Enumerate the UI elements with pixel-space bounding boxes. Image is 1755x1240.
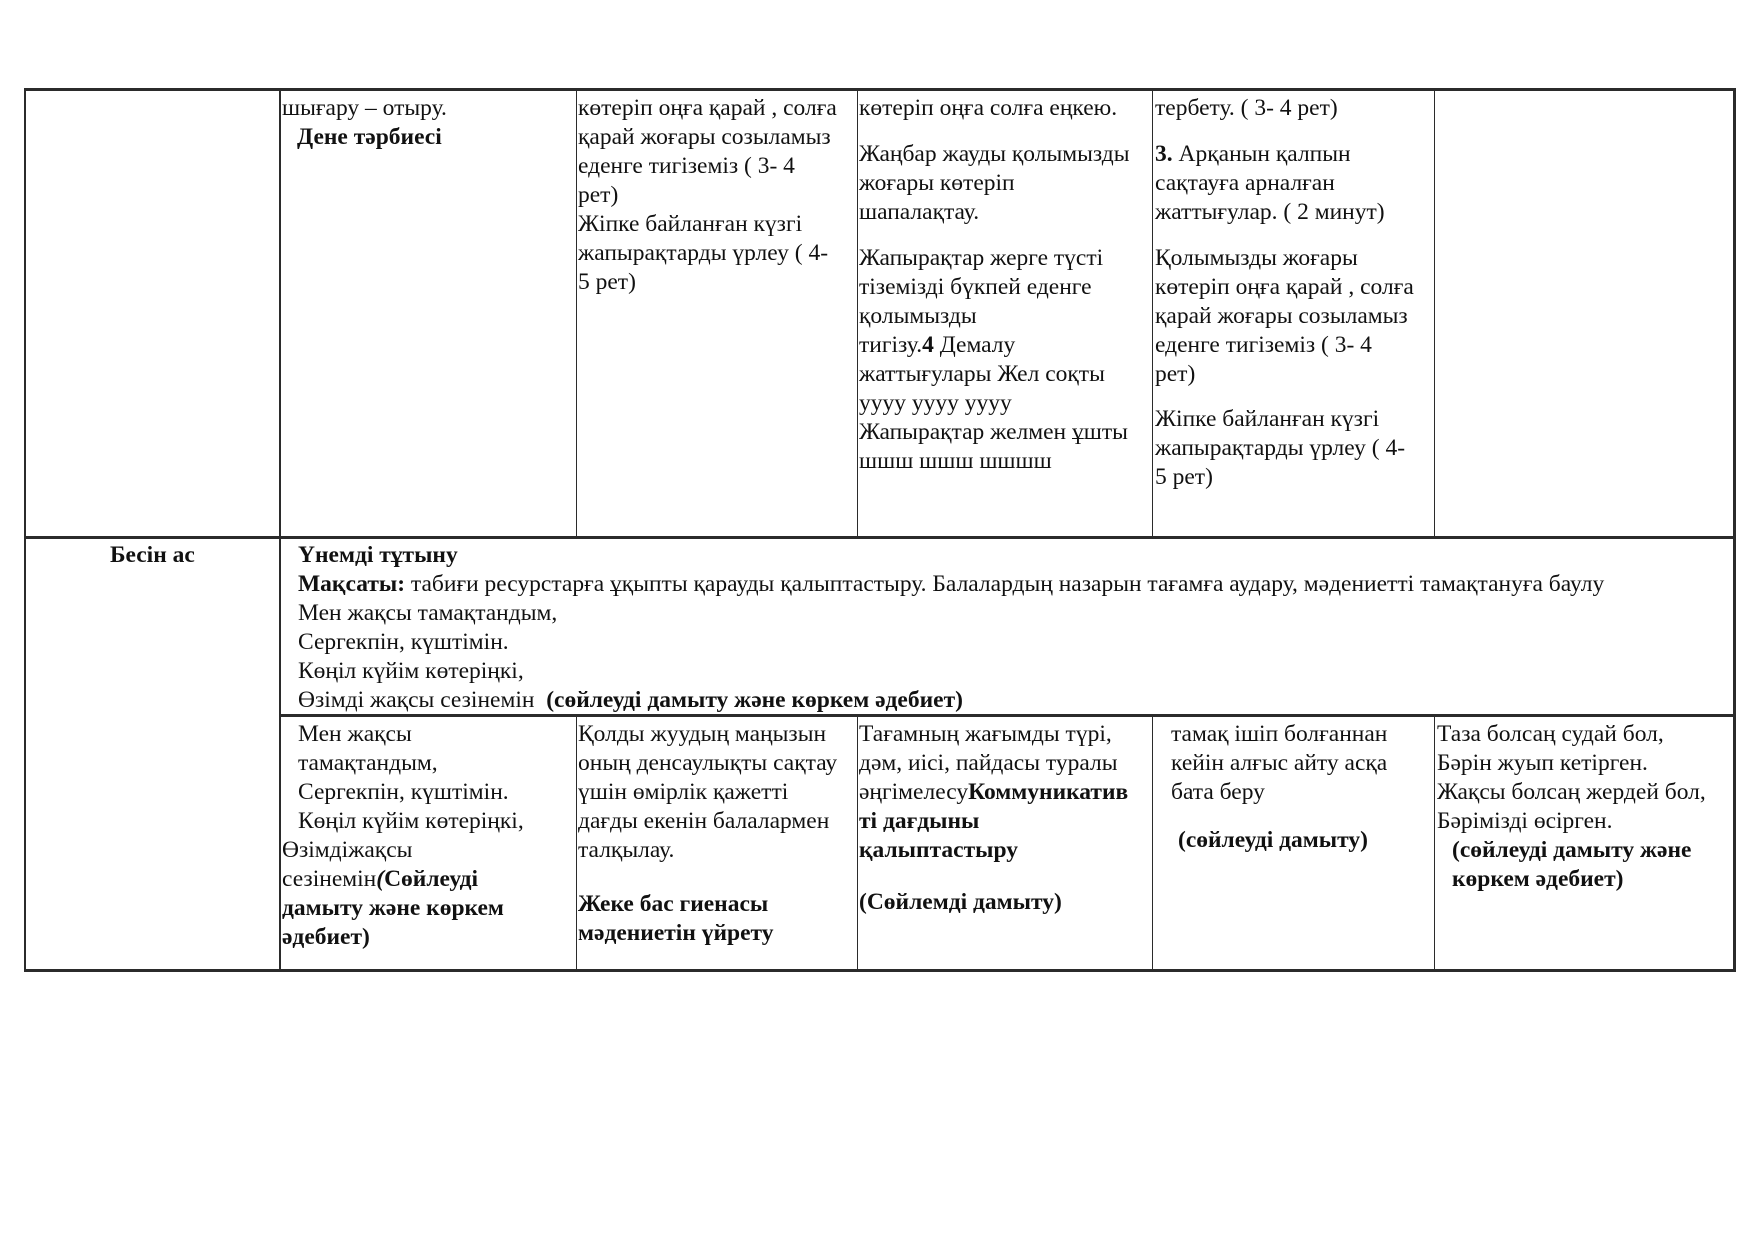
goal-label: Мақсаты:: [298, 571, 406, 597]
subject-tag: көркем әдебиет): [1452, 866, 1624, 892]
goal-text: табиғи ресурстарға ұқыпты қарауды қалыптастыру. Балалардың назарын тағамға аудару, мәдениетті тамақтануға баулу: [405, 571, 1605, 597]
cell-text: жаттығулар. ( 2 минут): [1155, 199, 1385, 225]
cell-text: Көңіл күйім көтеріңкі,: [298, 808, 524, 834]
cell-text: тамақтандым,: [298, 750, 438, 776]
cell-text: дағды екенін балалармен: [578, 808, 830, 834]
cell-text: еденге тигіземіз ( 3- 4: [1155, 332, 1372, 358]
column-divider-3: [857, 88, 858, 537]
poem-line: Мен жақсы тамақтандым,: [298, 600, 558, 626]
cell-text: шапалақтау.: [859, 199, 980, 225]
item-number: 3.: [1155, 141, 1173, 167]
cell-text-line: [859, 331, 1015, 360]
cell-text: рет): [1155, 361, 1196, 387]
cell-text: Сергекпін, күштімін.: [298, 779, 509, 805]
cell-text: Жіпке байланған күзгі: [1155, 406, 1380, 432]
cell-text-line: [1155, 140, 1351, 169]
column-divider-5b: [1434, 714, 1435, 972]
column-divider-4: [1152, 88, 1153, 537]
poem-line: Көңіл күйім көтеріңкі,: [298, 658, 524, 684]
cell-text: қолымызды: [859, 303, 977, 329]
table-right-border: [1733, 88, 1736, 972]
text-span: әңгімелесу: [859, 779, 969, 805]
cell-text: Тағамның жағымды түрі,: [859, 721, 1112, 747]
column-divider-4b: [1152, 714, 1153, 972]
cell-text: қарай жоғары созыламыз: [1155, 303, 1408, 329]
cell-text: Жаңбар жауды қолымызды: [859, 141, 1130, 167]
poem-line: Сергекпін, күштімін.: [298, 629, 509, 655]
cell-text: дәм, иісі, пайдасы туралы: [859, 750, 1118, 776]
cell-text-line: [859, 778, 1128, 807]
cell-text: Өзімдіжақсы: [282, 837, 413, 863]
column-divider-1: [279, 88, 281, 972]
subject-tag: Жеке бас гиенасы: [578, 891, 769, 917]
cell-text: 5 рет): [1155, 464, 1213, 490]
cell-text: тіземізді бүкпей еденге: [859, 274, 1092, 300]
cell-text: көтеріп оңға қарай , солға: [578, 95, 837, 121]
cell-text: жапырақтарды үрлеу ( 4-: [1155, 435, 1406, 461]
cell-text: Бәрімізді өсірген.: [1437, 808, 1613, 834]
text-span: сезінемін: [282, 866, 377, 892]
subject-tag: (сөйлеуді дамыту және: [1452, 837, 1692, 863]
subject-tag: Сөйлеуді: [384, 866, 479, 892]
cell-text: Жапырақтар жерге түсті: [859, 245, 1104, 271]
goal-line: [298, 570, 1604, 599]
subject-tag: әдебиет): [282, 924, 370, 950]
subject-tag: дамыту және көркем: [282, 895, 504, 921]
cell-text: талқылау.: [578, 837, 675, 863]
cell-text: оның денсаулықты сақтау: [578, 750, 838, 776]
cell-text: Жіпке байланған күзгі: [578, 211, 803, 237]
subject-tag: қалыптастыру: [859, 837, 1018, 863]
cell-text: кейін алғыс айту асқа: [1171, 750, 1388, 776]
column-divider-3b: [857, 714, 858, 972]
cell-text: Қолды жуудың маңызын: [578, 721, 827, 747]
item-number: 4: [922, 332, 934, 358]
cell-text: үшін өмірлік қажетті: [578, 779, 789, 805]
subject-tag: (сөйлеуді дамыту және көркем әдебиет): [546, 687, 963, 713]
cell-text: қарай жоғары созыламыз: [578, 124, 831, 150]
cell-text: Жақсы болсаң жердей бол,: [1437, 779, 1706, 805]
cell-text: Таза болсаң судай бол,: [1437, 721, 1664, 747]
cell-text: жаттығулары Жел соқты: [859, 361, 1105, 387]
cell-text: уууу уууу уууу: [859, 390, 1012, 416]
subject-tag: (сөйлеуді дамыту): [1178, 827, 1368, 853]
cell-text-line: [282, 865, 478, 894]
cell-text: шығару – отыру.: [282, 95, 447, 121]
table-left-border: [24, 88, 26, 972]
cell-text: жапырақтарды үрлеу ( 4-: [578, 240, 829, 266]
cell-text: Қолымызды жоғары: [1155, 245, 1358, 271]
column-divider-2: [576, 88, 577, 537]
row-label-lunch: Бесін ас: [110, 542, 195, 568]
text-span: Демалу: [933, 332, 1016, 358]
poem-last: Өзімді жақсы сезінемін: [298, 687, 535, 713]
subject-tag: ті дағдыны: [859, 808, 980, 834]
column-divider-5: [1434, 88, 1435, 537]
cell-text: тамақ ішіп болғаннан: [1171, 721, 1388, 747]
cell-text: Мен жақсы: [298, 721, 412, 747]
cell-text: бата беру: [1171, 779, 1265, 805]
cell-text: шшш шшш шшшш: [859, 448, 1052, 474]
cell-text: көтеріп оңға қарай , солға: [1155, 274, 1414, 300]
cell-text: көтеріп оңға солға еңкею.: [859, 95, 1118, 121]
cell-text: тербету. ( 3- 4 рет): [1155, 95, 1338, 121]
column-divider-2b: [576, 714, 577, 972]
cell-text: Бәрін жуып кетірген.: [1437, 750, 1648, 776]
cell-text: 5 рет): [578, 269, 636, 295]
text-span: Арқанын қалпын: [1172, 141, 1351, 167]
subject-tag: мәдениетін үйрету: [578, 920, 774, 946]
subject-tag: (Сөйлемді дамыту): [859, 889, 1062, 915]
subject-tag: Коммуникатив: [968, 779, 1129, 805]
poem-line: [298, 686, 963, 715]
cell-text: Жапырақтар желмен ұшты: [859, 419, 1128, 445]
paren: (: [376, 866, 385, 892]
cell-text: рет): [578, 182, 619, 208]
section-title: Үнемді тұтыну: [298, 542, 458, 568]
cell-text: еденге тигіземіз ( 3- 4: [578, 153, 795, 179]
subject-label: Дене тәрбиесі: [297, 124, 442, 150]
cell-text: сақтауға арналған: [1155, 170, 1335, 196]
cell-text: жоғары көтеріп: [859, 170, 1015, 196]
text-span: тигізу.: [859, 332, 923, 358]
